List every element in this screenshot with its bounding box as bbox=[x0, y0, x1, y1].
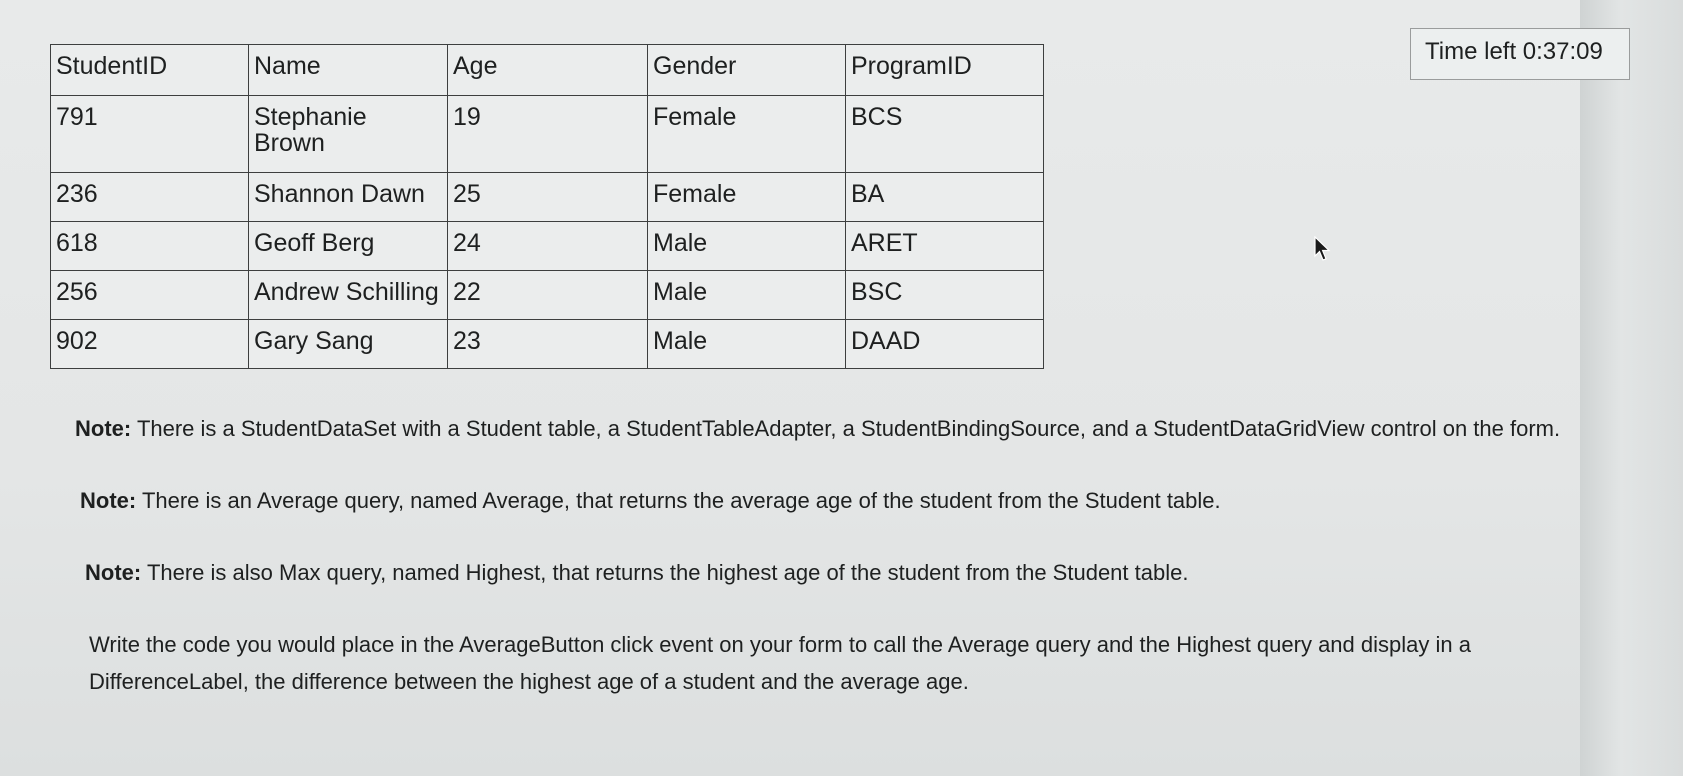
table-cell: Male bbox=[648, 320, 846, 369]
header-cell: StudentID bbox=[51, 45, 249, 96]
note-label: Note: bbox=[75, 416, 132, 441]
table-cell: 618 bbox=[51, 222, 249, 271]
header-cell: Name bbox=[249, 45, 448, 96]
header-cell: Gender bbox=[648, 45, 846, 96]
table-cell: Gary Sang bbox=[249, 320, 448, 369]
table-row bbox=[51, 96, 1044, 173]
table-cell: 902 bbox=[51, 320, 249, 369]
table-cell: BSC bbox=[846, 271, 1044, 320]
table-cell: 236 bbox=[51, 173, 249, 222]
question-notes bbox=[75, 410, 1575, 700]
table-cell: Andrew Schilling bbox=[249, 271, 448, 320]
student-table bbox=[50, 44, 1044, 369]
table-cell: Female bbox=[648, 173, 846, 222]
table-header-row bbox=[51, 45, 1044, 96]
table-row bbox=[51, 271, 1044, 320]
table-cell: DAAD bbox=[846, 320, 1044, 369]
note-text: There is a StudentDataSet with a Student table, a StudentTableAdapter, a StudentBindingSource, and a StudentDataGridView control on the form. bbox=[136, 416, 1561, 441]
table-cell: 24 bbox=[448, 222, 648, 271]
table-cell: 23 bbox=[448, 320, 648, 369]
screen-edge bbox=[1580, 0, 1683, 776]
table-cell: Stephanie Brown bbox=[249, 96, 448, 173]
table-row bbox=[51, 173, 1044, 222]
table-row bbox=[51, 222, 1044, 271]
table-cell: BA bbox=[846, 173, 1044, 222]
question-instruction: Write the code you would place in the AverageButton click event on your form to call the Average query and the Highest query and display in a DifferenceLabel, the difference between the highest age of a student and the average age. bbox=[89, 632, 1471, 694]
table-cell: 25 bbox=[448, 173, 648, 222]
table-cell: 22 bbox=[448, 271, 648, 320]
table-cell: Geoff Berg bbox=[249, 222, 448, 271]
table-row bbox=[51, 320, 1044, 369]
table-cell: Shannon Dawn bbox=[249, 173, 448, 222]
table-cell: 256 bbox=[51, 271, 249, 320]
table-cell: BCS bbox=[846, 96, 1044, 173]
note-label: Note: bbox=[85, 560, 142, 585]
note-label: Note: bbox=[80, 488, 137, 513]
table-cell: 791 bbox=[51, 96, 249, 173]
note-paragraph bbox=[75, 482, 1575, 519]
time-left-timer: Time left 0:37:09 bbox=[1410, 28, 1630, 80]
table-cell: 19 bbox=[448, 96, 648, 173]
note-text: There is an Average query, named Average, that returns the average age of the student from the Student table. bbox=[141, 488, 1221, 513]
note-text: There is also Max query, named Highest, that returns the highest age of the student from the Student table. bbox=[146, 560, 1189, 585]
mouse-pointer-icon bbox=[1313, 236, 1331, 267]
table-cell: ARET bbox=[846, 222, 1044, 271]
note-paragraph bbox=[75, 554, 1575, 591]
header-cell: ProgramID bbox=[846, 45, 1044, 96]
note-paragraph bbox=[75, 410, 1575, 447]
table-cell: Female bbox=[648, 96, 846, 173]
table-cell: Male bbox=[648, 271, 846, 320]
header-cell: Age bbox=[448, 45, 648, 96]
table-cell: Male bbox=[648, 222, 846, 271]
